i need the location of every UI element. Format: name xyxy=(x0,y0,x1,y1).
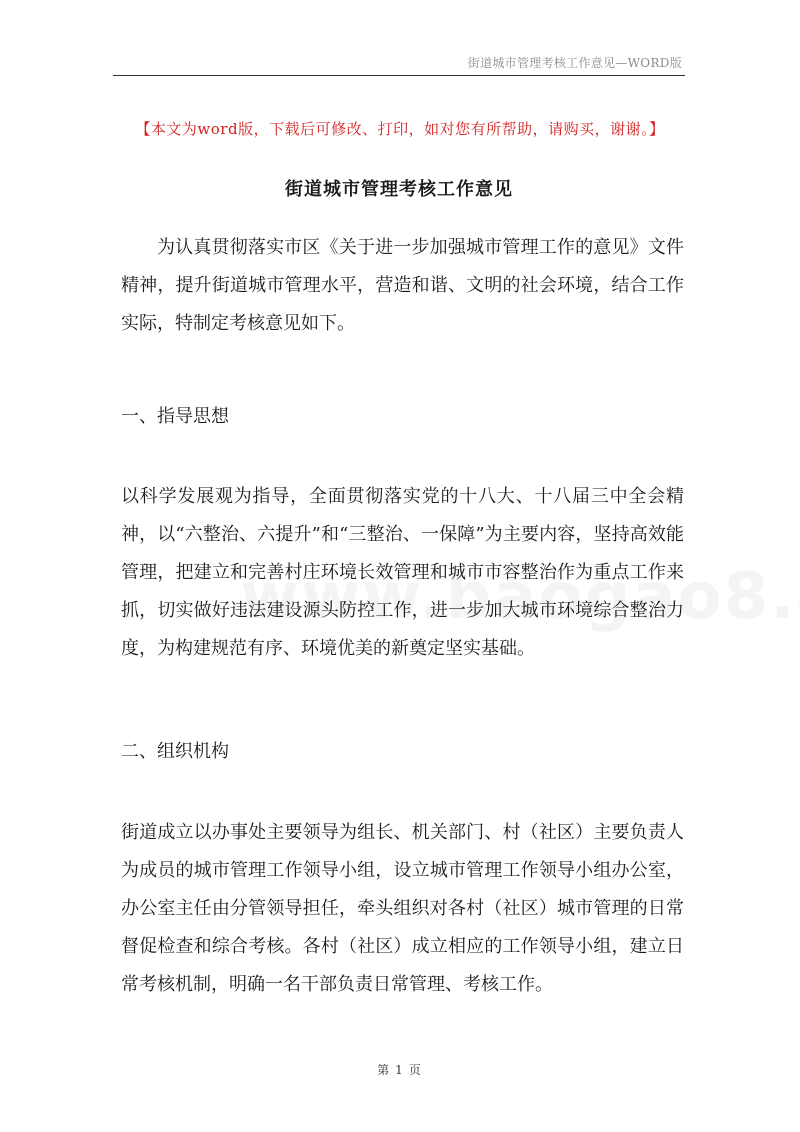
section-heading-guiding-ideology: 一、指导思想 xyxy=(121,406,229,427)
intro-paragraph: 为认真贯彻落实市区《关于进一步加强城市管理工作的意见》文件精神，提升街道城市管理水平，营造和谐、文明的社会环境，结合工作实际，特制定考核意见如下。 xyxy=(121,237,684,334)
document-title: 街道城市管理考核工作意见 xyxy=(285,179,513,200)
page-prefix: 第 xyxy=(377,1063,390,1077)
section-body-guiding-ideology: 以科学发展观为指导，全面贯彻落实党的十八大、十八届三中全会精神，以“六整治、六提升”和“三整治、一保障”为主要内容，坚持高效能管理，把建立和完善村庄环境长效管理和城市市容整治作为重点工作来抓，切实做好违法建设源头防控工作，进一步加大城市环境综合整治力度，为构建规范有序、环境优美的新奠定坚实基础。 xyxy=(121,486,684,659)
page-number: 1 xyxy=(395,1063,403,1077)
page-suffix: 页 xyxy=(408,1063,421,1077)
download-notice: 【本文为word版，下载后可修改、打印，如对您有所帮助，请购买，谢谢。】 xyxy=(135,120,665,138)
header-divider xyxy=(113,75,685,76)
running-header: 街道城市管理考核工作意见—WORD版 xyxy=(467,56,682,70)
section-heading-organization: 二、组织机构 xyxy=(121,741,229,762)
section-body-organization: 街道成立以办事处主要领导为组长、机关部门、村（社区）主要负责人为成员的城市管理工作领导小组，设立城市管理工作领导小组办公室，办公室主任由分管领导担任，牵头组织对各村（社区）城市管理的日常督促检查和综合考核。各村（社区）成立相应的工作领导小组，建立日常考核机制，明确一名干部负责日常管理、考核工作。 xyxy=(121,822,684,995)
page-footer xyxy=(113,1061,685,1078)
